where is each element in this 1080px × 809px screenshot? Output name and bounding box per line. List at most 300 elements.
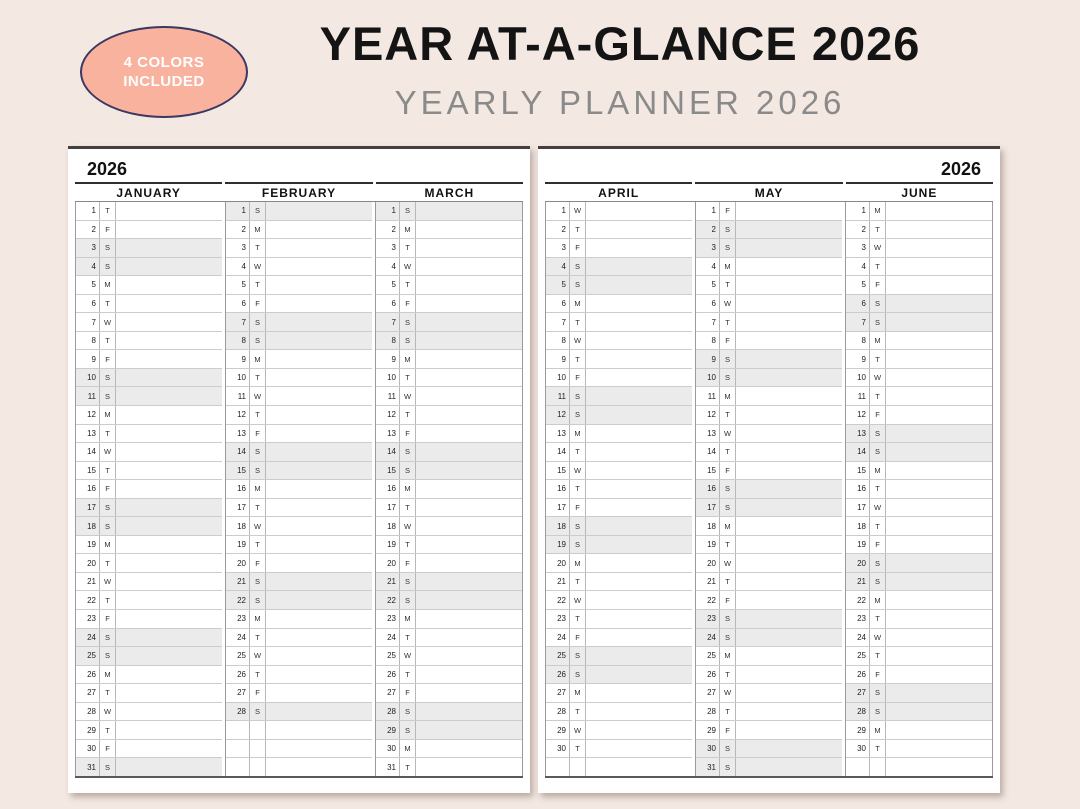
- day-row: [696, 740, 842, 759]
- day-letter-cell: M: [870, 591, 886, 609]
- day-number-cell: 20: [696, 554, 720, 572]
- day-number-cell: 6: [226, 295, 250, 313]
- day-number-cell: 23: [546, 610, 570, 628]
- day-number-cell: 20: [846, 554, 870, 572]
- day-number-cell: 5: [226, 276, 250, 294]
- day-number-cell: 25: [546, 647, 570, 665]
- day-notes-cell: [266, 369, 372, 387]
- day-number-cell: 10: [226, 369, 250, 387]
- day-notes-cell: [736, 425, 842, 443]
- day-notes-cell: [416, 629, 522, 647]
- day-number-cell: 8: [546, 332, 570, 350]
- day-row: [376, 202, 522, 221]
- day-row: [696, 295, 842, 314]
- day-number-cell: 18: [226, 517, 250, 535]
- product-title: YEAR AT-A-GLANCE 2026: [319, 17, 921, 70]
- day-number-cell: 27: [846, 684, 870, 702]
- day-number-cell: 24: [546, 629, 570, 647]
- day-letter-cell: S: [720, 369, 736, 387]
- day-letter-cell: S: [870, 554, 886, 572]
- day-notes-cell: [416, 647, 522, 665]
- day-notes-cell: [736, 276, 842, 294]
- day-letter-cell: F: [720, 462, 736, 480]
- day-number-cell: 24: [226, 629, 250, 647]
- page-year: 2026: [87, 159, 128, 179]
- day-number-cell: 19: [76, 536, 100, 554]
- day-row: [846, 610, 992, 629]
- day-letter-cell: M: [100, 276, 116, 294]
- day-notes-cell: [416, 406, 522, 424]
- day-number-cell: 27: [546, 684, 570, 702]
- day-row: [226, 369, 372, 388]
- day-letter-cell: S: [720, 350, 736, 368]
- day-letter-cell: T: [870, 350, 886, 368]
- day-notes-cell: [416, 740, 522, 758]
- day-number-cell: 28: [226, 703, 250, 721]
- day-letter-cell: W: [870, 499, 886, 517]
- month-column-june: [845, 202, 993, 776]
- day-notes-cell: [586, 573, 692, 591]
- day-row: [696, 703, 842, 722]
- day-letter-cell: W: [720, 425, 736, 443]
- day-notes-cell: [586, 554, 692, 572]
- day-letter-cell: T: [870, 517, 886, 535]
- day-row: [846, 202, 992, 221]
- day-row: [546, 406, 692, 425]
- day-row: [846, 313, 992, 332]
- day-notes-cell: [736, 350, 842, 368]
- day-letter-cell: T: [570, 221, 586, 239]
- month-header-may: MAY: [695, 182, 842, 201]
- day-number-cell: 24: [846, 629, 870, 647]
- day-notes-cell: [116, 740, 222, 758]
- day-number-cell: [226, 758, 250, 776]
- day-letter-cell: W: [100, 313, 116, 331]
- day-letter-cell: T: [250, 406, 266, 424]
- day-number-cell: 1: [376, 202, 400, 220]
- day-number-cell: 29: [696, 721, 720, 739]
- day-row: [696, 258, 842, 277]
- day-notes-cell: [116, 239, 222, 257]
- day-number-cell: 22: [546, 591, 570, 609]
- day-number-cell: 7: [696, 313, 720, 331]
- day-letter-cell: S: [870, 295, 886, 313]
- day-row: [546, 517, 692, 536]
- day-notes-cell: [416, 554, 522, 572]
- day-notes-cell: [266, 332, 372, 350]
- day-letter-cell: F: [870, 276, 886, 294]
- day-row: [226, 462, 372, 481]
- day-notes-cell: [886, 666, 992, 684]
- day-letter-cell: W: [400, 258, 416, 276]
- day-row: [546, 647, 692, 666]
- day-number-cell: 1: [696, 202, 720, 220]
- day-letter-cell: W: [870, 239, 886, 257]
- day-row: [226, 703, 372, 722]
- day-row: [76, 721, 222, 740]
- day-notes-cell: [116, 536, 222, 554]
- day-number-cell: 17: [376, 499, 400, 517]
- day-letter-cell: W: [570, 332, 586, 350]
- day-notes-cell: [416, 462, 522, 480]
- badge-line2: INCLUDED: [123, 73, 205, 90]
- day-number-cell: 7: [376, 313, 400, 331]
- day-letter-cell: T: [250, 276, 266, 294]
- day-row: [846, 629, 992, 648]
- day-letter-cell: M: [720, 517, 736, 535]
- day-notes-cell: [416, 480, 522, 498]
- day-row: [546, 703, 692, 722]
- day-notes-cell: [116, 647, 222, 665]
- day-notes-cell: [736, 443, 842, 461]
- day-notes-cell: [116, 406, 222, 424]
- day-notes-cell: [886, 740, 992, 758]
- day-letter-cell: F: [250, 295, 266, 313]
- day-number-cell: 15: [546, 462, 570, 480]
- day-notes-cell: [586, 295, 692, 313]
- day-number-cell: 10: [546, 369, 570, 387]
- day-number-cell: 3: [846, 239, 870, 257]
- day-letter-cell: W: [720, 684, 736, 702]
- day-row: [846, 684, 992, 703]
- day-row: [376, 629, 522, 648]
- day-letter-cell: T: [400, 629, 416, 647]
- day-number-cell: 11: [76, 387, 100, 405]
- day-notes-cell: [736, 499, 842, 517]
- day-row: [546, 591, 692, 610]
- day-letter-cell: W: [720, 295, 736, 313]
- day-row: [696, 591, 842, 610]
- day-notes-cell: [736, 406, 842, 424]
- day-number-cell: 21: [376, 573, 400, 591]
- day-notes-cell: [886, 276, 992, 294]
- day-notes-cell: [736, 573, 842, 591]
- month-header-march: MARCH: [376, 182, 523, 201]
- day-notes-cell: [886, 313, 992, 331]
- day-row: [846, 647, 992, 666]
- page-year: 2026: [940, 159, 981, 179]
- day-letter-cell: S: [870, 443, 886, 461]
- day-notes-cell: [266, 758, 372, 776]
- day-row: [546, 573, 692, 592]
- day-number-cell: 16: [376, 480, 400, 498]
- day-notes-cell: [586, 239, 692, 257]
- day-letter-cell: S: [100, 239, 116, 257]
- day-number-cell: 5: [546, 276, 570, 294]
- month-headers-row: [75, 182, 523, 202]
- day-letter-cell: M: [250, 350, 266, 368]
- day-number-cell: 30: [846, 740, 870, 758]
- badge-line1: 4 COLORS: [123, 53, 205, 71]
- day-row: [696, 313, 842, 332]
- day-letter-cell: S: [250, 462, 266, 480]
- day-letter-cell: M: [870, 721, 886, 739]
- day-notes-cell: [586, 536, 692, 554]
- day-row: [846, 462, 992, 481]
- day-letter-cell: T: [400, 666, 416, 684]
- day-row: [846, 740, 992, 759]
- day-row: [546, 239, 692, 258]
- day-number-cell: 2: [226, 221, 250, 239]
- day-row: [696, 721, 842, 740]
- day-notes-cell: [116, 313, 222, 331]
- day-letter-cell: S: [720, 499, 736, 517]
- day-number-cell: 1: [846, 202, 870, 220]
- day-letter-cell: S: [870, 573, 886, 591]
- day-notes-cell: [116, 332, 222, 350]
- day-notes-cell: [886, 684, 992, 702]
- day-number-cell: 26: [696, 666, 720, 684]
- day-letter-cell: T: [100, 684, 116, 702]
- day-letter-cell: W: [720, 554, 736, 572]
- day-number-cell: 2: [696, 221, 720, 239]
- day-number-cell: 24: [76, 629, 100, 647]
- day-letter-cell: S: [250, 703, 266, 721]
- day-letter-cell: S: [720, 239, 736, 257]
- day-row: [226, 684, 372, 703]
- day-letter-cell: S: [400, 591, 416, 609]
- day-notes-cell: [736, 239, 842, 257]
- day-row: [546, 332, 692, 351]
- day-row: [696, 221, 842, 240]
- day-row: [226, 239, 372, 258]
- day-notes-cell: [586, 221, 692, 239]
- day-row: [696, 369, 842, 388]
- day-letter-cell: S: [400, 202, 416, 220]
- day-notes-cell: [116, 629, 222, 647]
- day-notes-cell: [586, 721, 692, 739]
- day-letter-cell: T: [250, 239, 266, 257]
- day-row: [226, 499, 372, 518]
- day-notes-cell: [886, 629, 992, 647]
- day-letter-cell: M: [720, 258, 736, 276]
- day-number-cell: 28: [846, 703, 870, 721]
- day-notes-cell: [266, 425, 372, 443]
- day-number-cell: 11: [376, 387, 400, 405]
- day-letter-cell: T: [400, 758, 416, 776]
- day-letter-cell: F: [100, 221, 116, 239]
- day-row: [376, 295, 522, 314]
- day-notes-cell: [266, 499, 372, 517]
- day-number-cell: 16: [696, 480, 720, 498]
- day-letter-cell: F: [570, 369, 586, 387]
- day-row: [546, 313, 692, 332]
- day-row: [846, 554, 992, 573]
- day-row: [76, 647, 222, 666]
- day-notes-cell: [416, 387, 522, 405]
- day-number-cell: 10: [846, 369, 870, 387]
- day-letter-cell: S: [100, 629, 116, 647]
- day-letter-cell: M: [250, 610, 266, 628]
- month-column-march: [375, 202, 523, 776]
- day-letter-cell: W: [570, 721, 586, 739]
- day-notes-cell: [586, 499, 692, 517]
- day-notes-cell: [736, 202, 842, 220]
- day-letter-cell: S: [570, 647, 586, 665]
- day-letter-cell: T: [100, 591, 116, 609]
- day-letter-cell: M: [100, 536, 116, 554]
- day-row: [226, 295, 372, 314]
- day-notes-cell: [416, 517, 522, 535]
- day-notes-cell: [736, 462, 842, 480]
- day-notes-cell: [736, 517, 842, 535]
- day-letter-cell: T: [400, 536, 416, 554]
- day-letter-cell: S: [570, 536, 586, 554]
- day-notes-cell: [886, 610, 992, 628]
- day-notes-cell: [116, 462, 222, 480]
- day-notes-cell: [586, 740, 692, 758]
- day-number-cell: 31: [696, 758, 720, 776]
- day-number-cell: 28: [376, 703, 400, 721]
- day-number-cell: 24: [376, 629, 400, 647]
- day-row: [846, 480, 992, 499]
- day-letter-cell: M: [870, 202, 886, 220]
- day-number-cell: 1: [546, 202, 570, 220]
- day-row: [226, 666, 372, 685]
- day-letter-cell: S: [100, 499, 116, 517]
- day-letter-cell: T: [570, 443, 586, 461]
- day-row: [846, 573, 992, 592]
- day-letter-cell: M: [870, 462, 886, 480]
- day-notes-cell: [416, 350, 522, 368]
- day-notes-cell: [586, 258, 692, 276]
- day-number-cell: 17: [226, 499, 250, 517]
- day-number-cell: 6: [376, 295, 400, 313]
- day-letter-cell: S: [870, 313, 886, 331]
- day-letter-cell: W: [100, 703, 116, 721]
- day-notes-cell: [586, 758, 692, 776]
- day-letter-cell: T: [400, 369, 416, 387]
- day-notes-cell: [736, 740, 842, 758]
- day-number-cell: 4: [226, 258, 250, 276]
- day-letter-cell: F: [720, 591, 736, 609]
- day-number-cell: 13: [376, 425, 400, 443]
- day-row: [76, 443, 222, 462]
- day-number-cell: 2: [846, 221, 870, 239]
- day-letter-cell: M: [400, 350, 416, 368]
- day-notes-cell: [586, 591, 692, 609]
- day-notes-cell: [116, 758, 222, 776]
- day-number-cell: 10: [76, 369, 100, 387]
- day-row: [846, 332, 992, 351]
- day-notes-cell: [586, 387, 692, 405]
- month-header-january: JANUARY: [75, 182, 222, 201]
- day-row: [376, 425, 522, 444]
- day-letter-cell: S: [870, 703, 886, 721]
- day-number-cell: 13: [696, 425, 720, 443]
- day-notes-cell: [886, 258, 992, 276]
- day-letter-cell: F: [400, 684, 416, 702]
- day-letter-cell: S: [100, 647, 116, 665]
- day-letter-cell: T: [870, 221, 886, 239]
- day-row: [76, 258, 222, 277]
- day-letter-cell: M: [570, 554, 586, 572]
- day-number-cell: 4: [846, 258, 870, 276]
- day-row: [376, 258, 522, 277]
- day-notes-cell: [266, 406, 372, 424]
- day-row: [846, 517, 992, 536]
- day-number-cell: 21: [76, 573, 100, 591]
- day-number-cell: 16: [226, 480, 250, 498]
- day-row: [76, 276, 222, 295]
- day-letter-cell: [570, 758, 586, 776]
- day-row: [226, 202, 372, 221]
- day-notes-cell: [586, 406, 692, 424]
- day-row: [696, 443, 842, 462]
- day-letter-cell: S: [400, 313, 416, 331]
- day-number-cell: 25: [376, 647, 400, 665]
- day-notes-cell: [736, 295, 842, 313]
- day-notes-cell: [266, 480, 372, 498]
- day-letter-cell: T: [100, 425, 116, 443]
- day-row: [76, 703, 222, 722]
- day-letter-cell: S: [870, 425, 886, 443]
- day-number-cell: 18: [696, 517, 720, 535]
- day-letter-cell: T: [720, 703, 736, 721]
- day-row: [696, 536, 842, 555]
- day-notes-cell: [416, 239, 522, 257]
- day-letter-cell: T: [250, 499, 266, 517]
- day-letter-cell: M: [250, 480, 266, 498]
- day-number-cell: 20: [546, 554, 570, 572]
- day-number-cell: [846, 758, 870, 776]
- day-row: [76, 406, 222, 425]
- day-notes-cell: [116, 350, 222, 368]
- day-notes-cell: [266, 610, 372, 628]
- day-notes-cell: [416, 610, 522, 628]
- day-number-cell: 29: [376, 721, 400, 739]
- day-number-cell: 7: [546, 313, 570, 331]
- day-row: [376, 369, 522, 388]
- day-number-cell: 8: [226, 332, 250, 350]
- day-notes-cell: [886, 406, 992, 424]
- day-letter-cell: F: [400, 295, 416, 313]
- day-number-cell: 5: [76, 276, 100, 294]
- day-row: [696, 480, 842, 499]
- day-notes-cell: [116, 610, 222, 628]
- day-number-cell: 25: [846, 647, 870, 665]
- day-letter-cell: F: [720, 721, 736, 739]
- day-notes-cell: [886, 499, 992, 517]
- day-number-cell: 19: [376, 536, 400, 554]
- day-row: [226, 758, 372, 776]
- day-row: [226, 573, 372, 592]
- day-notes-cell: [586, 480, 692, 498]
- day-row: [546, 443, 692, 462]
- day-notes-cell: [266, 258, 372, 276]
- day-letter-cell: M: [400, 221, 416, 239]
- day-notes-cell: [736, 684, 842, 702]
- day-notes-cell: [116, 554, 222, 572]
- day-row: [376, 239, 522, 258]
- day-notes-cell: [886, 517, 992, 535]
- day-row: [76, 332, 222, 351]
- day-notes-cell: [116, 443, 222, 461]
- day-letter-cell: F: [870, 406, 886, 424]
- day-row: [846, 369, 992, 388]
- day-notes-cell: [586, 202, 692, 220]
- day-notes-cell: [586, 629, 692, 647]
- day-row: [376, 647, 522, 666]
- day-number-cell: 20: [226, 554, 250, 572]
- day-notes-cell: [886, 591, 992, 609]
- day-row: [846, 221, 992, 240]
- day-row: [76, 499, 222, 518]
- day-row: [226, 276, 372, 295]
- day-row: [846, 258, 992, 277]
- day-letter-cell: T: [250, 369, 266, 387]
- day-number-cell: 11: [546, 387, 570, 405]
